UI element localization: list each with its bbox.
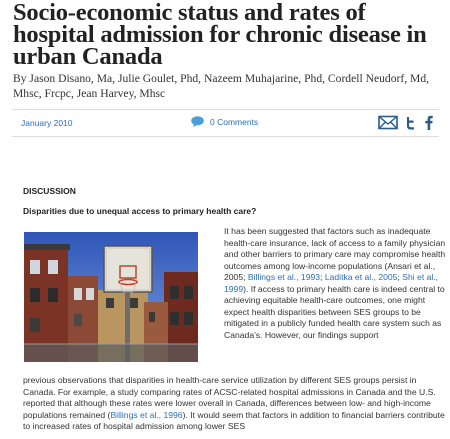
basketball-hoop-photo <box>24 232 198 362</box>
publish-date: January 2010 <box>21 118 73 128</box>
subsection-heading: Disparities due to unequal access to primary health care? <box>23 206 257 216</box>
comment-icon <box>191 116 204 127</box>
paragraph-text: ). It would seem that factors in addition to financial barriers contribute to increased rates of hospital admission among lower SES <box>23 409 445 432</box>
paragraph-text: previous observations that disparities in health-care service utilization by different SES groups persist in Canada. For example, a study comparing rates of ACSC-related hospital admissions in Canada and the U.S. reported that although these rates were lower overall in Canada, differences between low- and high-income populations remained ( <box>23 375 436 420</box>
article-photo <box>24 232 198 362</box>
comments-count: 0 Comments <box>210 116 259 127</box>
citation-link[interactable]: Billings et al., 1996 <box>110 409 183 420</box>
share-bar <box>378 115 433 130</box>
twitter-icon[interactable] <box>404 116 418 130</box>
meta-divider-bottom <box>12 136 439 137</box>
paragraph-text: ). If access to primary health care is indeed central to achieving equitable health-care outcomes, one might expect health disparities between SES groups to be mitigated in a publicly funded health care system such as Canada's. However, our findings support <box>224 283 445 340</box>
paragraph-text: It has been suggested that factors such as inadequate health-care insurance, lack of access to a family physician and other barriers to primary care may compromise health outcomes among low-income populations (Ansari et al., 2005; <box>224 226 446 283</box>
email-icon[interactable] <box>378 115 398 130</box>
article-title: Socio-economic status and rates of hospital admission for chronic disease in urban Canada <box>13 0 427 70</box>
facebook-icon[interactable] <box>424 115 433 130</box>
citation-link[interactable]: Billings et al., 1993 <box>247 272 321 283</box>
meta-divider-top <box>12 109 439 110</box>
body-text-full <box>23 375 448 433</box>
citation-link[interactable]: Laditka et al., 2005 <box>324 272 398 283</box>
comments-link[interactable] <box>191 116 258 127</box>
body-text-wrapped: It has been suggested that factors such as inadequate health-care insurance, lack of access to a family physician and other barriers to primary care may compromise health outcomes among low-income populations (Ansari et al., 2005; Billings et al., 1993; Laditka et al., 2005; Shi et al., 1999). If access to primary health care is indeed central to achieving equitable health-care outcomes, one might expect health disparities between SES groups to be mitigated in a publicly funded health care system such as Canada's. However, our findings support <box>224 226 446 340</box>
section-heading: DISCUSSION <box>23 186 76 196</box>
citation-link[interactable]: Shi et al., 1999 <box>224 272 439 294</box>
article-byline: By Jason Disano, Ma, Julie Goulet, Phd, Nazeem Muhajarine, Phd, Cordell Neudorf, Md, Mhsc, Frcpc, Jean Harvey, Mhsc <box>13 72 430 100</box>
